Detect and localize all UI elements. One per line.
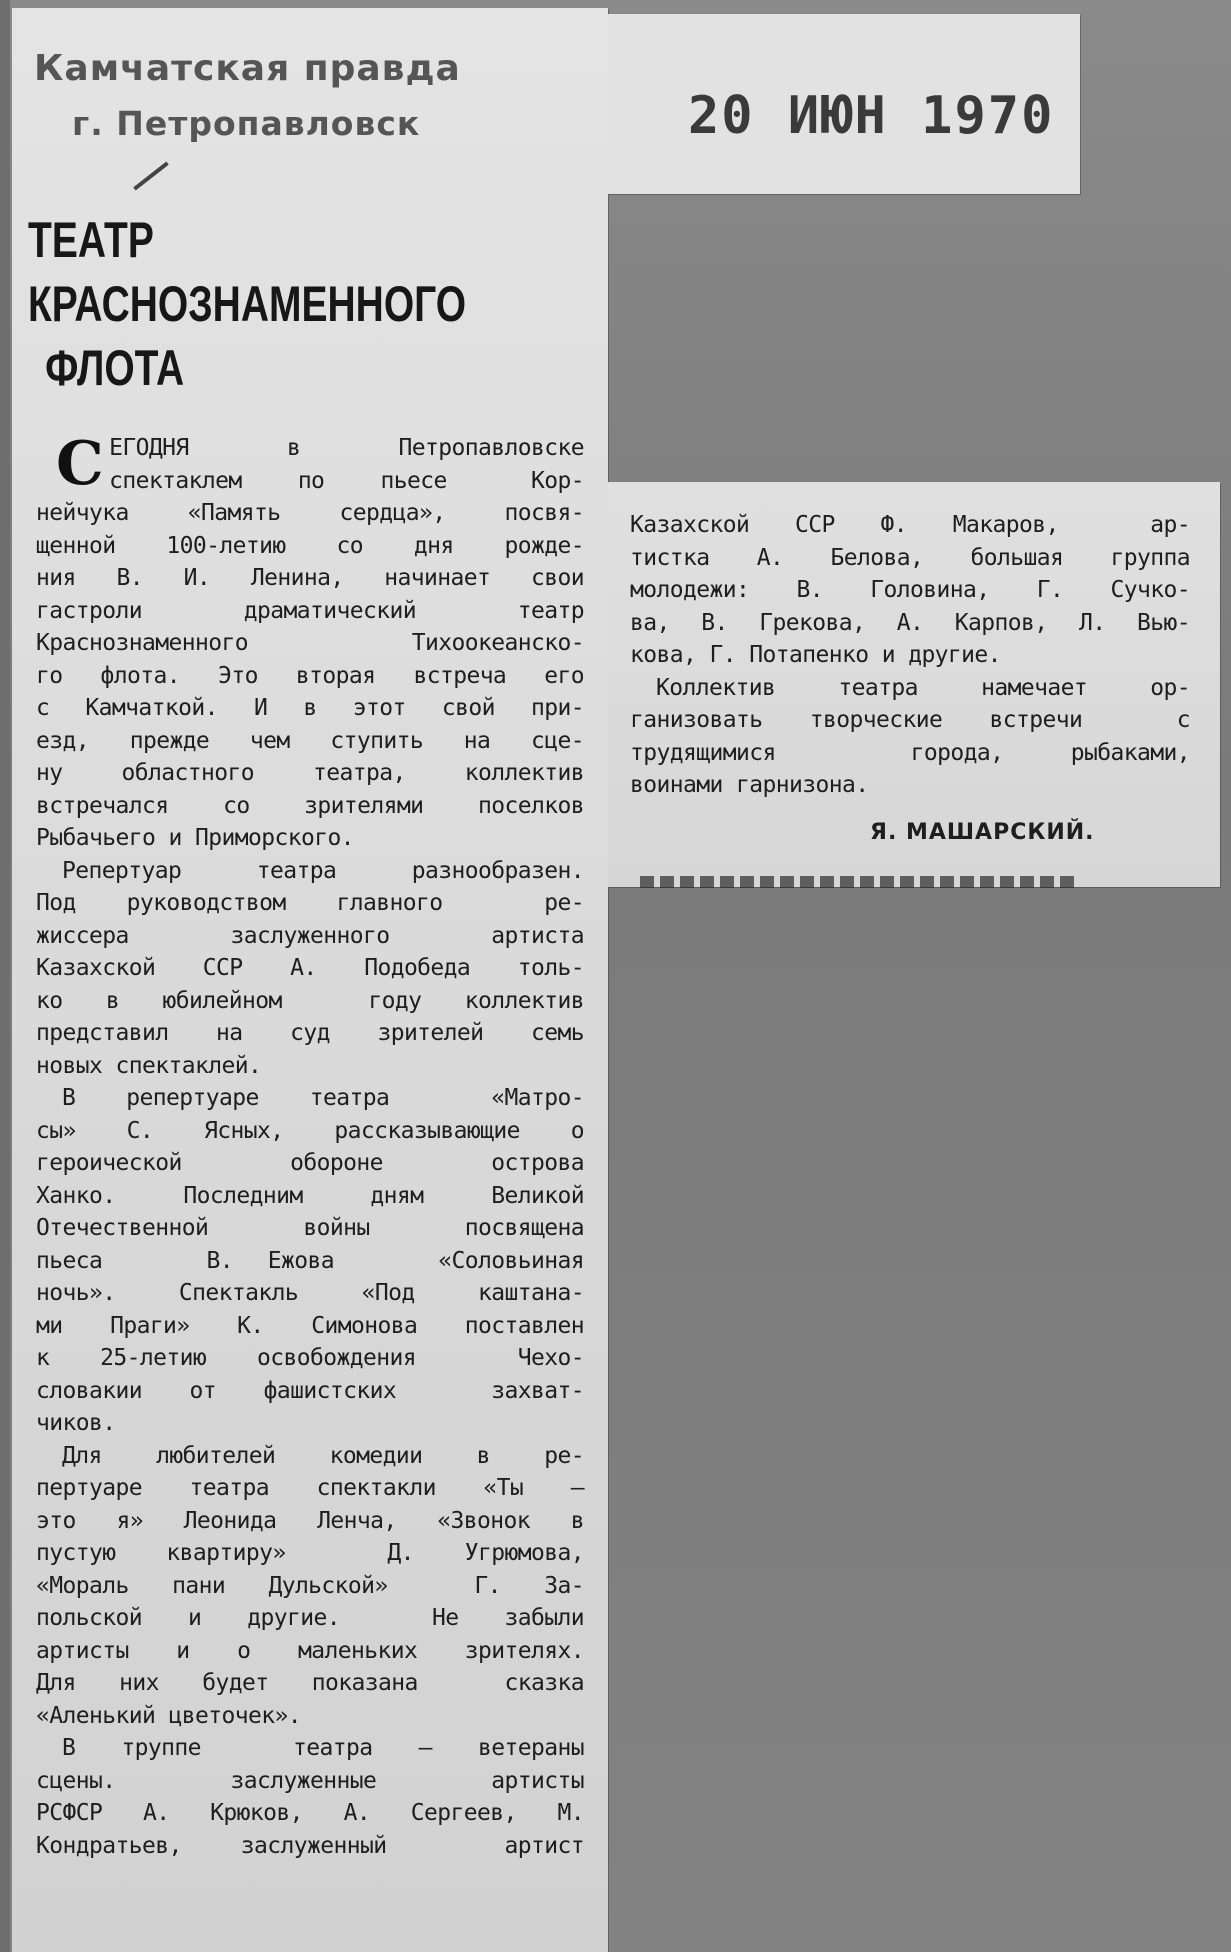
text-line: В репертуаре театра «Матро- [62, 1085, 584, 1111]
newspaper-stamp: Камчатская правда [34, 48, 461, 89]
text-line: это я» Леонида Ленча, «Звонок в [36, 1507, 584, 1534]
text-line: воинами гарнизона. [630, 772, 869, 798]
headline-line: ТЕАТР [28, 212, 154, 268]
headline-line: ФЛОТА [45, 340, 185, 396]
text-line: пертуаре театра спектакли «Ты — [36, 1475, 584, 1501]
text-line: «Мораль пани Дульской» Г. За- [36, 1572, 584, 1599]
text-line: тистка А. Белова, большая группа [630, 544, 1190, 571]
text-line: жиссера заслуженного артиста [36, 922, 584, 949]
text-line: Казахской ССР Ф. Макаров, ар- [630, 512, 1190, 538]
text-line: спектаклем по пьесе Кор- [109, 467, 584, 494]
date-clipping [608, 14, 1080, 194]
text-line: Казахской ССР А. Подобеда толь- [36, 955, 584, 981]
city-stamp: г. Петропавловск [72, 104, 421, 143]
text-line: новых спектаклей. [36, 1052, 262, 1079]
text-line: Для них будет показана сказка [36, 1670, 584, 1696]
text-line: ну областного театра, коллектив [36, 760, 584, 786]
headline-line: КРАСНОЗНАМЕННОГО [28, 276, 467, 332]
text-line: ЕГОДНЯ в Петропавловске [109, 435, 584, 461]
text-line: польской и другие. Не забыли [36, 1605, 584, 1631]
article-headline [28, 208, 465, 400]
text-line: го флота. Это вторая встреча его [36, 662, 584, 689]
text-line: Под руководством главного ре- [36, 890, 584, 916]
clipped-text-fragment [640, 876, 1080, 888]
text-line: Репертуар театра разнообразен. [62, 857, 584, 884]
text-line: ми Праги» К. Симонова поставлен [36, 1312, 584, 1339]
author-signature: Я. МАШАРСКИЙ. [870, 820, 1095, 845]
text-line: нейчука «Память сердца», посвя- [36, 500, 584, 526]
text-line: артисты и о маленьких зрителях. [36, 1637, 584, 1664]
drop-cap: С [56, 429, 104, 499]
text-line: трудящимися города, рыбаками, [630, 739, 1190, 766]
text-line: Рыбачьего и Приморского. [36, 825, 354, 851]
text-line: пустую квартиру» Д. Угрюмова, [36, 1540, 584, 1566]
text-line: Кондратьев, заслуженный артист [36, 1832, 584, 1859]
text-line: В труппе театра — ветераны [62, 1735, 584, 1761]
text-line: встречался со зрителями поселков [36, 792, 584, 819]
text-line: кова, Г. Потапенко и другие. [630, 642, 1001, 668]
article-right-column [630, 509, 1190, 802]
text-line: представил на суд зрителей семь [36, 1020, 584, 1046]
text-line: сцены. заслуженные артисты [36, 1767, 584, 1794]
text-line: молодежи: В. Головина, Г. Сучко- [630, 577, 1190, 603]
pen-mark [133, 161, 169, 190]
main-clipping [12, 8, 608, 1952]
text-line: ночь». Спектакль «Под каштана- [36, 1280, 584, 1306]
text-line: Краснознаменного Тихоокеанско- [36, 630, 584, 656]
text-line: ния В. И. Ленина, начинает свои [36, 565, 584, 591]
text-line: ганизовать творческие встречи с [630, 707, 1190, 733]
sheet-edge [0, 0, 10, 1952]
text-line: «Аленький цветочек». [36, 1702, 301, 1729]
text-line: ва, В. Грекова, А. Карпов, Л. Вью- [630, 609, 1190, 636]
text-line: героической обороне острова [36, 1150, 584, 1176]
text-line: Отечественной войны посвящена [36, 1215, 584, 1241]
text-line: гастроли драматический театр [36, 597, 584, 624]
text-line: езд, прежде чем ступить на сце- [36, 727, 584, 754]
text-line: РСФСР А. Крюков, А. Сергеев, М. [36, 1800, 584, 1826]
text-line: щенной 100-летию со дня рожде- [36, 532, 584, 559]
text-line: Для любителей комедии в ре- [62, 1442, 584, 1469]
text-line: чиков. [36, 1410, 116, 1436]
article-left-column [36, 429, 584, 1862]
text-line: с Камчаткой. И в этот свой при- [36, 695, 584, 721]
text-line: пьеса В. Ежова «Соловьиная [36, 1247, 584, 1274]
text-line: словакии от фашистских захват- [36, 1377, 584, 1404]
text-line: Коллектив театра намечает ор- [656, 674, 1190, 701]
text-line: ко в юбилейном году коллектив [36, 987, 584, 1014]
date-stamp: 20 ИЮН 1970 [688, 86, 1055, 146]
text-line: к 25-летию освобождения Чехо- [36, 1345, 584, 1371]
text-line: Ханко. Последним дням Великой [36, 1182, 584, 1209]
text-line: сы» С. Ясных, рассказывающие о [36, 1117, 584, 1144]
